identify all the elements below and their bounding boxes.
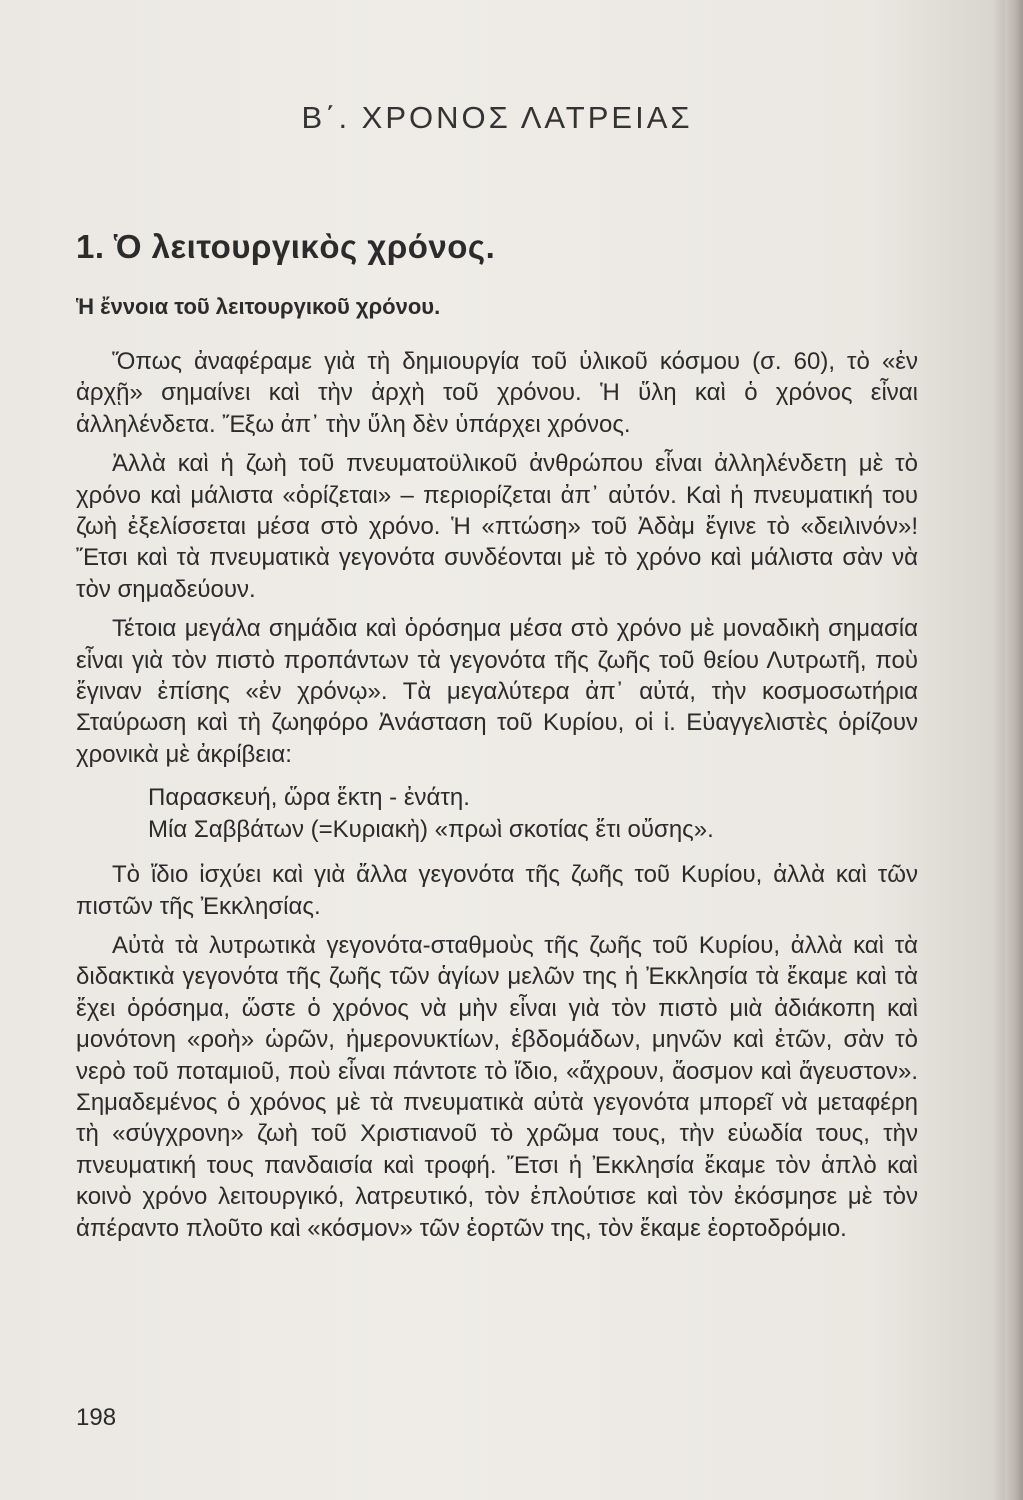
paragraph-3: Τέτοια μεγάλα σημάδια καὶ ὁρόσημα μέσα στὸ χρόνο μὲ μοναδικὴ σημασία εἶναι γιὰ τὸν πιστὸ προπάντων τὰ γεγονότα τῆς ζωῆς τοῦ θείου Λυτρωτῆ, ποὺ ἔγιναν ἐπίσης «ἐν χρόνῳ». Τὰ μεγαλύτερα ἀπ᾽ αὐτά, τὴν κοσμοσωτήρια Σταύρωση καὶ τὴ ζωηφόρο Ἀνάσταση τοῦ Κυρίου, οἱ ἱ. Εὐαγγελιστὲς ὁρίζουν χρονικὰ μὲ ἀκρίβεια:	[76, 615, 918, 768]
section-title: 1. Ὁ λειτουργικὸς χρόνος.	[76, 228, 496, 265]
paragraph-1: Ὅπως ἀναφέραμε γιὰ τὴ δημιουργία τοῦ ὑλικοῦ κόσμου (σ. 60), τὸ «ἐν ἀρχῇ» σημαίνει καὶ τὴν ἀρχὴ τοῦ χρόνου. Ἡ ὕλη καὶ ὁ χρόνος εἶναι ἀλληλένδετα. Ἔξω ἀπ᾽ τὴν ὕλη δὲν ὑπάρχει χρόνος.	[76, 348, 918, 438]
block-quote	[148, 782, 918, 845]
chapter-title: Β΄. ΧΡΟΝΟΣ ΛΑΤΡΕΙΑΣ	[301, 100, 693, 135]
page-edge	[1005, 0, 1023, 1500]
paragraph-5: Αὐτὰ τὰ λυτρωτικὰ γεγονότα-σταθμοὺς τῆς ζωῆς τοῦ Κυρίου, ἀλλὰ καὶ τὰ διδακτικὰ γεγονότα τῆς ζωῆς τῶν ἁγίων μελῶν της ἡ Ἐκκλησία τὰ ἔκαμε καὶ τὰ ἔχει ὁρόσημα, ὥστε ὁ χρόνος νὰ μὴν εἶναι γιὰ τὸν πιστὸ μιὰ ἀδιάκοπη καὶ μονότονη «ροὴ» ὡρῶν, ἡμερονυκτίων, ἑβδομάδων, μηνῶν καὶ ἐτῶν, σὰν τὸ νερὸ τοῦ ποταμιοῦ, ποὺ εἶναι πάντοτε τὸ ἴδιο, «ἄχρουν, ἄοσμον καὶ ἄγευστον». Σημαδεμένος ὁ χρόνος μὲ τὰ πνευματικὰ αὐτὰ γεγονότα μπορεῖ νὰ μεταφέρη τὴ «σύγχρονη» ζωὴ τοῦ Χριστιανοῦ τὸ χρῶμα τους, τὴν εὐωδία τους, τὴν πνευματική τους πανδαισία καὶ τροφή. Ἔτσι ἡ Ἐκκλησία ἔκαμε τὸν ἁπλὸ καὶ κοινὸ χρόνο λειτουργικό, λατρευτικό, τὸν ἐπλούτισε καὶ τὸν ἐκόσμησε μὲ τὸν ἀπέραντο πλοῦτο καὶ «κόσμον» τῶν ἑορτῶν της, τὸν ἔκαμε ἑορτοδρόμιο.	[76, 931, 918, 1242]
quote-line-2: Μία Σαββάτων (=Κυριακὴ) «πρωὶ σκοτίας ἔτι οὔσης».	[148, 815, 714, 843]
paragraph-2: Ἀλλὰ καὶ ἡ ζωὴ τοῦ πνευματοϋλικοῦ ἀνθρώπου εἶναι ἀλληλένδετη μὲ τὸ χρόνο καὶ μάλιστα «ὁρίζεται» – περιορίζεται ἀπ᾽ αὐτόν. Καὶ ἡ πνευματική του ζωὴ ἐξελίσσεται μέσα στὸ χρόνο. Ἡ «πτώση» τοῦ Ἀδὰμ ἔγινε τὸ «δειλινόν»! Ἔτσι καὶ τὰ πνευματικὰ γεγονότα συνδέονται μὲ τὸ χρόνο καὶ μάλιστα σὰν νὰ τὸν σημαδεύουν.	[76, 450, 918, 603]
page-number: 198	[76, 1404, 117, 1431]
subsection-title: Ἡ ἔννοια τοῦ λειτουργικοῦ χρόνου.	[76, 294, 441, 319]
page-content	[76, 100, 918, 1244]
paragraph-4: Τὸ ἴδιο ἰσχύει καὶ γιὰ ἄλλα γεγονότα τῆς ζωῆς τοῦ Κυρίου, ἀλλὰ καὶ τῶν πιστῶν τῆς Ἐκκλησίας.	[76, 861, 918, 920]
quote-line-1: Παρασκευή, ὥρα ἕκτη - ἐνάτη.	[148, 784, 470, 812]
